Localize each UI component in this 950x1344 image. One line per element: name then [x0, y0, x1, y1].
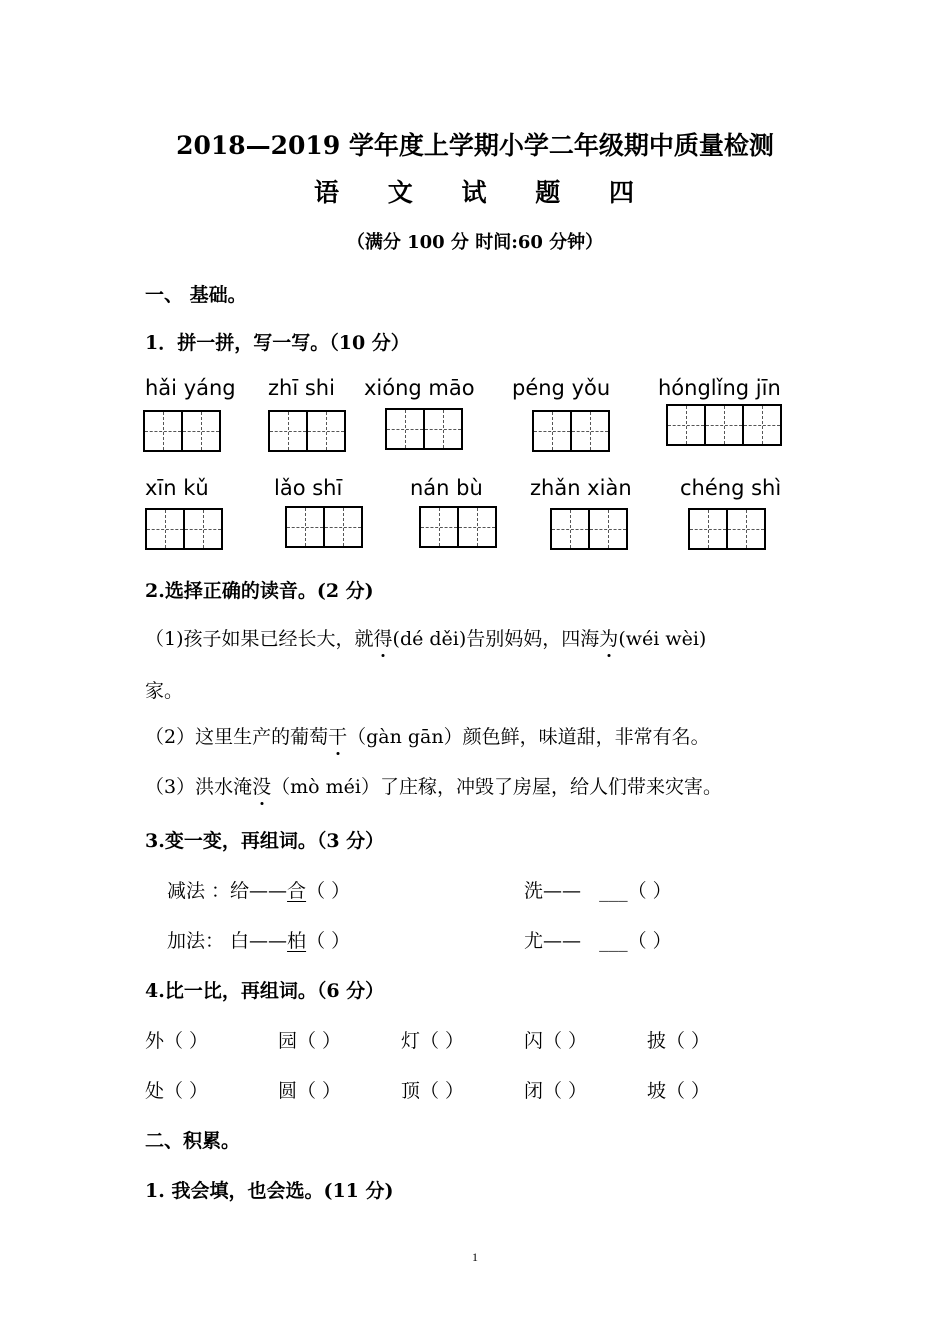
exam-note: （满分 100 分 时间:60 分钟） [346, 232, 604, 253]
section-heading-basics: 一、 基础。 [145, 284, 247, 306]
q2-line-1 [145, 624, 706, 651]
pinyin-label: xióng māo [364, 376, 475, 400]
section-heading-accumulation: 二、积累。 [145, 1130, 241, 1152]
q2-heading: 2.选择正确的读音。(2 分) [145, 580, 374, 602]
pinyin-label: zhī shi [268, 376, 335, 400]
writing-grid[interactable] [532, 410, 610, 452]
q4-item[interactable]: 园（ ） [278, 1030, 342, 1052]
pinyin-label: chéng shì [680, 476, 782, 500]
subtitle-char: 语 [314, 178, 342, 207]
q4-item[interactable]: 闪（ ） [524, 1030, 588, 1052]
writing-grid[interactable] [385, 408, 463, 450]
pinyin-label: zhǎn xiàn [530, 476, 632, 500]
writing-grid[interactable] [143, 410, 221, 452]
writing-grid[interactable] [268, 410, 346, 452]
writing-grid[interactable] [285, 506, 363, 548]
marked-char: 为 [599, 628, 619, 650]
writing-grid[interactable] [419, 506, 497, 548]
q4-heading: 4.比一比，再组词。（6 分） [145, 980, 385, 1002]
exam-subtitle [0, 173, 950, 209]
answer-blank[interactable]: （ ） [306, 880, 351, 902]
text: （mò méi）了庄稼，冲毁了房屋，给人们带来灾害。 [271, 776, 722, 798]
text: （gàn gān）颜色鲜，味道甜，非常有名。 [347, 726, 710, 748]
text: （2）这里生产的葡萄 [145, 726, 329, 748]
subtitle-char: 四 [608, 178, 636, 207]
pinyin-label: lǎo shī [274, 476, 343, 500]
writing-grid[interactable] [666, 404, 782, 446]
q3-row-1b [524, 876, 672, 903]
writing-grid[interactable] [688, 508, 766, 550]
part2-q1-heading: 1. 我会填，也会选。(11 分) [145, 1180, 394, 1202]
q4-item[interactable]: 灯（ ） [401, 1030, 465, 1052]
q3-row-1 [167, 876, 350, 903]
marked-char: 没 [252, 776, 272, 798]
q4-item[interactable]: 顶（ ） [401, 1080, 465, 1102]
subtitle-char: 文 [387, 178, 415, 207]
answer-blank[interactable]: ___（ ） [599, 930, 672, 952]
q2-line-2 [145, 722, 710, 749]
answer-blank[interactable]: （ ） [306, 930, 351, 952]
text: 洗—— [524, 880, 582, 902]
writing-grid[interactable] [145, 508, 223, 550]
answer-char: 柏 [287, 930, 307, 952]
q4-item[interactable]: 坡（ ） [647, 1080, 711, 1102]
q3-row-2b [524, 926, 672, 953]
subtitle-char: 试 [461, 178, 489, 207]
pinyin-label: xīn kǔ [145, 476, 209, 500]
q4-item[interactable]: 圆（ ） [278, 1080, 342, 1102]
q1-heading: 1．拼一拼，写一写。（10 分） [145, 332, 410, 354]
q3-row-2 [167, 926, 350, 953]
subtitle-char: 题 [535, 178, 563, 207]
marked-char: 干 [328, 726, 348, 748]
page-number: 1 [472, 1250, 478, 1264]
writing-grid[interactable] [550, 508, 628, 550]
text: 尤—— [524, 930, 582, 952]
text: 减法 ：给—— [167, 880, 288, 902]
q3-heading: 3.变一变，再组词。（3 分） [145, 830, 385, 852]
marked-char: 得 [373, 628, 393, 650]
answer-char: 合 [287, 880, 307, 902]
exam-title: 2018—2019 学年度上学期小学二年级期中质量检测 [176, 131, 774, 160]
text: （3）洪水淹 [145, 776, 253, 798]
q4-item[interactable]: 闭（ ） [524, 1080, 588, 1102]
q2-line-3 [145, 772, 722, 799]
text: (dé děi)告别妈妈，四海 [392, 628, 600, 650]
q4-item[interactable]: 处（ ） [145, 1080, 209, 1102]
text: 加法： 白—— [167, 930, 288, 952]
pinyin-label: péng yǒu [512, 376, 611, 400]
q2-line-1-cont: 家。 [145, 680, 184, 702]
text: (wéi wèi) [618, 628, 707, 650]
pinyin-label: hónglǐng jīn [658, 376, 781, 400]
q4-item[interactable]: 披（ ） [647, 1030, 711, 1052]
answer-blank[interactable]: ___（ ） [599, 880, 672, 902]
pinyin-label: hǎi yáng [145, 376, 236, 400]
text: （1)孩子如果已经长大，就 [145, 628, 374, 650]
pinyin-label: nán bù [410, 476, 483, 500]
q4-item[interactable]: 外（ ） [145, 1030, 209, 1052]
